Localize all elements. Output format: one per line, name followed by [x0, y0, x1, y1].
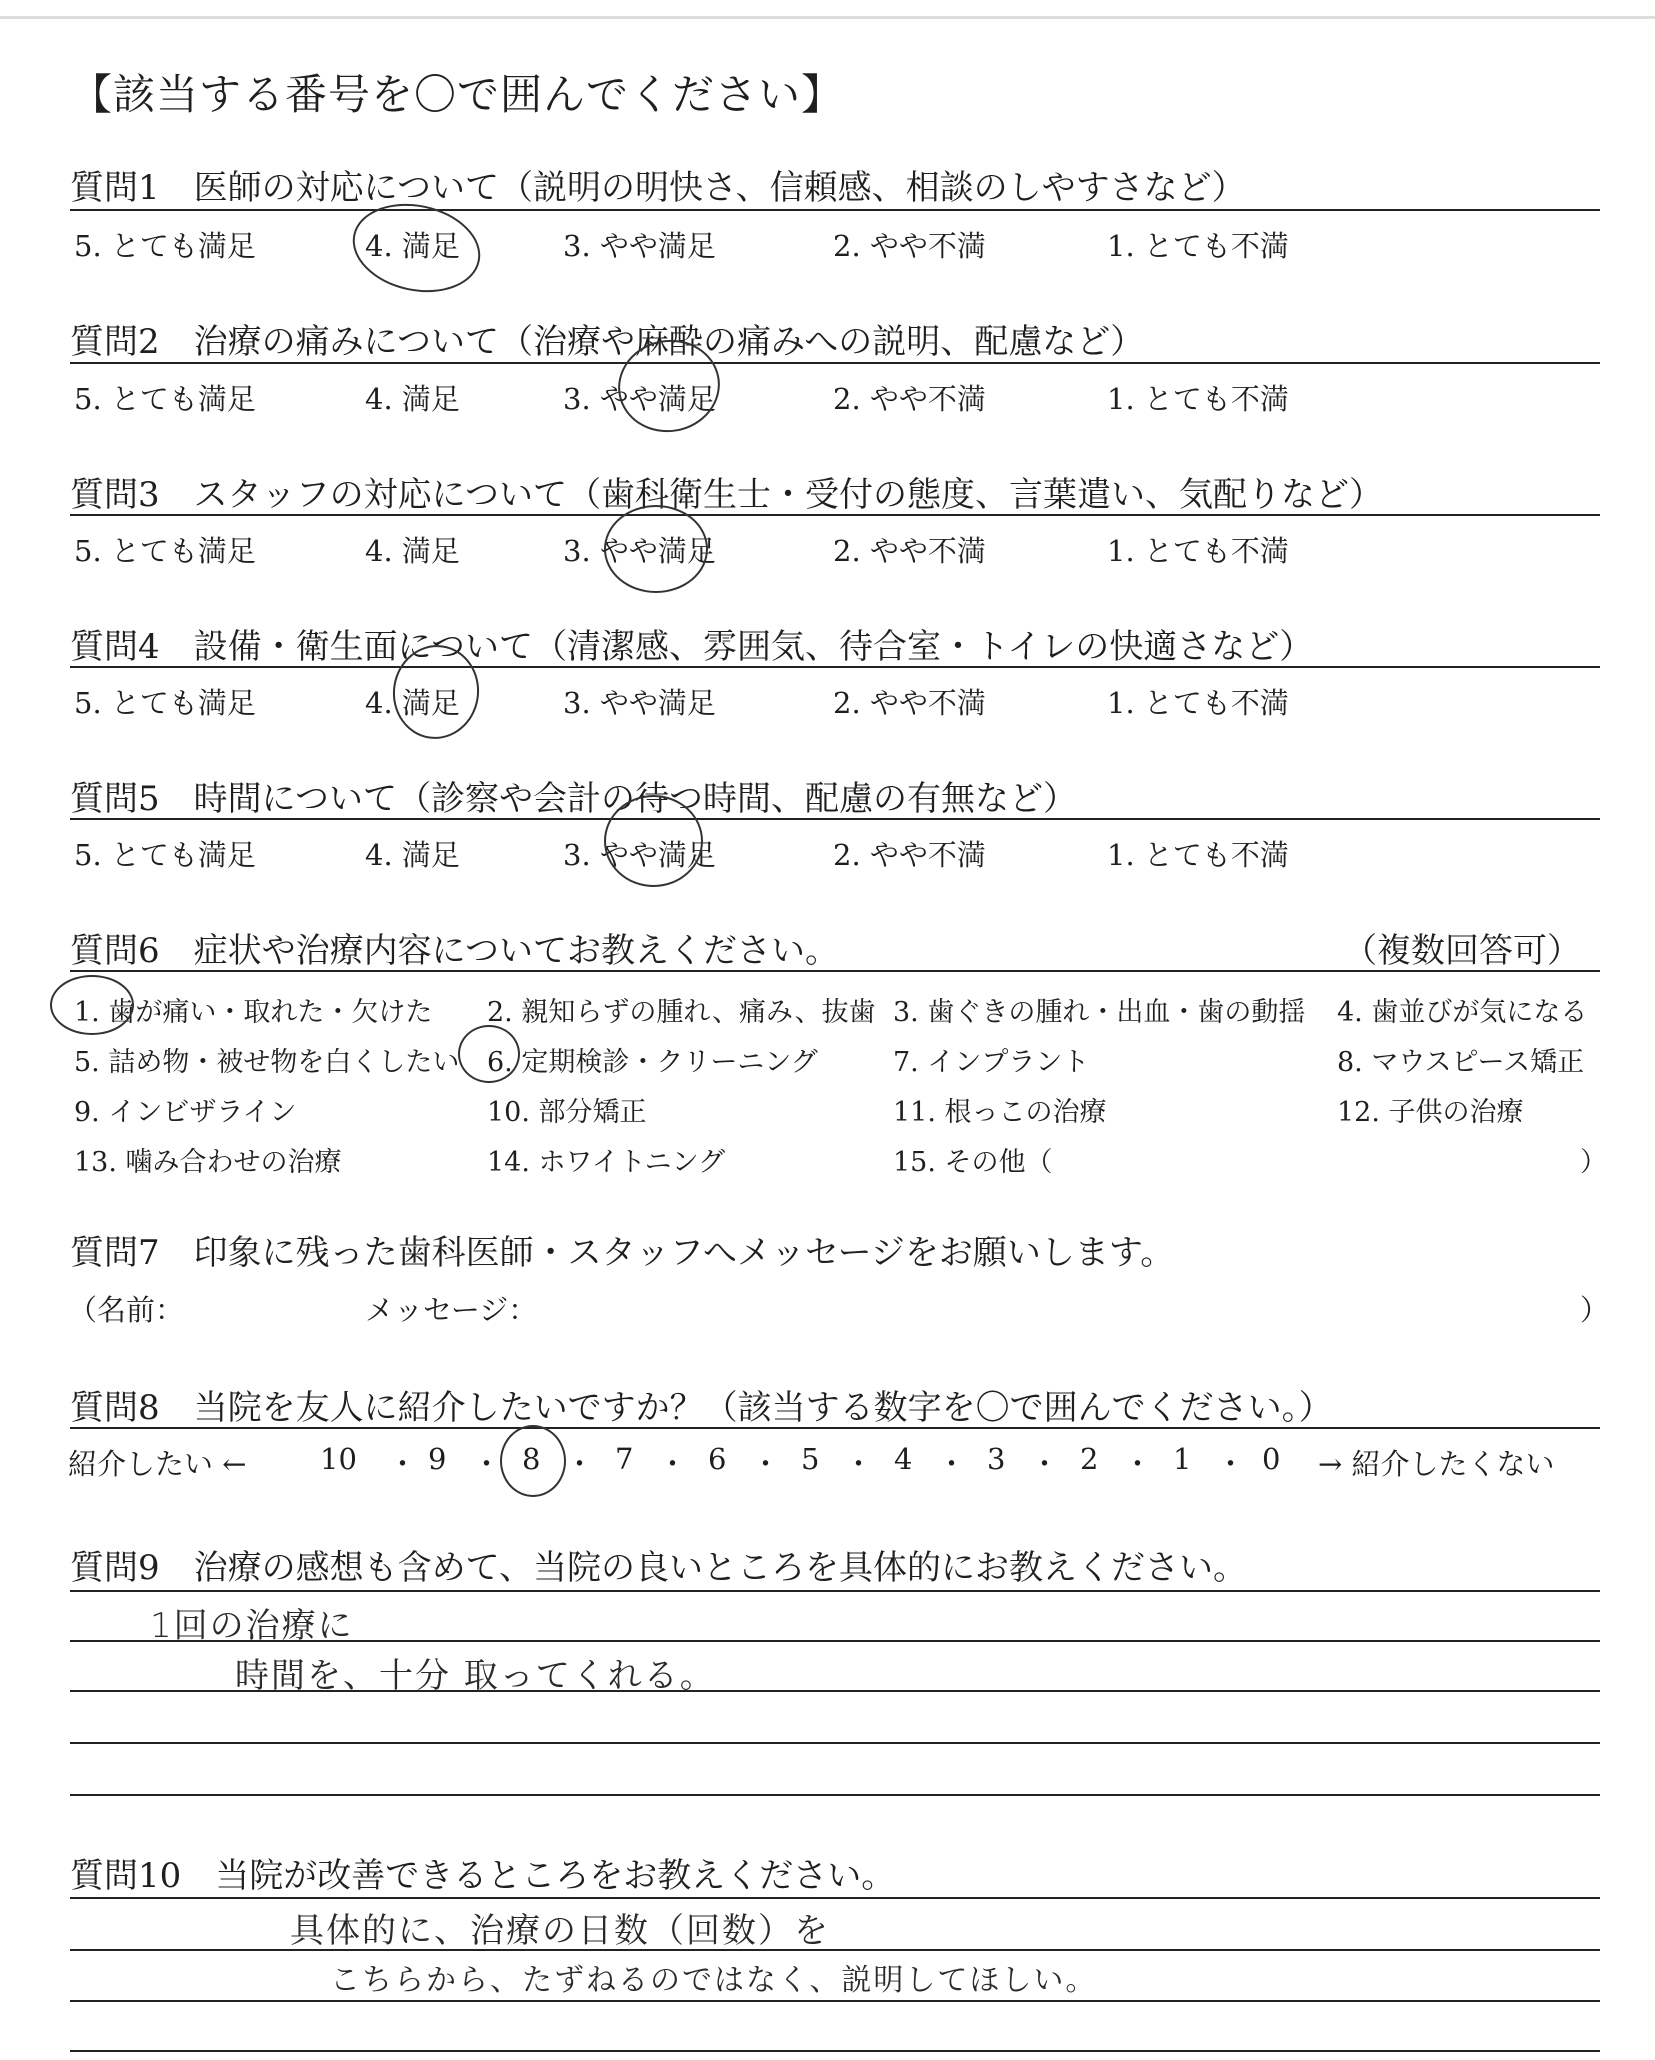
q6-option-9[interactable]: 9. インビザライン: [74, 1097, 297, 1128]
score-2[interactable]: 2: [1080, 1442, 1099, 1476]
question-8: [70, 1380, 1333, 1429]
q5-option-5[interactable]: 5. とても満足: [74, 838, 256, 872]
score-7[interactable]: 7: [615, 1442, 634, 1476]
score-1[interactable]: 1: [1173, 1442, 1192, 1476]
divider: [70, 514, 1600, 516]
q6-selection-circle-1: [50, 975, 134, 1035]
question-1: [70, 160, 1246, 209]
question-label: 質問4: [70, 627, 160, 667]
question-2: [70, 314, 1144, 363]
q6-option-13[interactable]: 13. 噛み合わせの治療: [74, 1147, 342, 1178]
q2-option-1[interactable]: 1. とても不満: [1107, 382, 1289, 416]
q4-option-5[interactable]: 5. とても満足: [74, 686, 256, 720]
q2-option-4[interactable]: 4. 満足: [365, 382, 460, 416]
score-dot: ・: [388, 1447, 418, 1481]
q3-option-4[interactable]: 4. 満足: [365, 534, 460, 568]
name-field-label: （名前：: [68, 1293, 185, 1327]
score-8[interactable]: 8: [522, 1442, 541, 1476]
q9-answer-line-2: 時間を、十分 取ってくれる。: [235, 1656, 716, 1696]
score-10[interactable]: 10: [320, 1442, 357, 1476]
q2-option-2[interactable]: 2. やや不満: [833, 382, 986, 416]
q6-option-10[interactable]: 10. 部分矯正: [487, 1097, 647, 1128]
page-title: 【該当する番号を〇で囲んでください】: [70, 70, 845, 119]
question-4: [70, 619, 1313, 668]
question-text: 症状や治療内容についてお教えください。: [193, 931, 839, 971]
q5-option-4[interactable]: 4. 満足: [365, 838, 460, 872]
question-label: 質問5: [70, 779, 160, 819]
multiple-answer-note: （複数回答可）: [1343, 931, 1581, 971]
q3-option-3[interactable]: 3. やや満足: [563, 534, 716, 568]
question-label: 質問6: [70, 931, 160, 971]
message-close-paren: ）: [1580, 1293, 1610, 1327]
question-3: [70, 467, 1383, 516]
question-10: [70, 1848, 895, 1897]
question-text: 時間について（診察や会計の待つ時間、配慮の有無など）: [193, 779, 1077, 819]
recommend-right-label: → 紹介したくない: [1318, 1447, 1555, 1481]
score-dot: ・: [751, 1447, 781, 1481]
q5-selection-circle: [604, 795, 703, 887]
q10-answer-line-2: こちらから、たずねるのではなく、説明してほしい。: [330, 1963, 1098, 1998]
question-text: 当院が改善できるところをお教えください。: [215, 1856, 896, 1896]
q9-answer-line-1: 1回の治療に: [150, 1606, 354, 1646]
q5-option-1[interactable]: 1. とても不満: [1107, 838, 1289, 872]
q2-option-5[interactable]: 5. とても満足: [74, 382, 256, 416]
q6-option-7[interactable]: 7. インプラント: [893, 1047, 1090, 1078]
score-3[interactable]: 3: [987, 1442, 1006, 1476]
q6-option-14[interactable]: 14. ホワイトニング: [487, 1147, 726, 1178]
q3-option-5[interactable]: 5. とても満足: [74, 534, 256, 568]
answer-line: [70, 2050, 1600, 2052]
q1-option-5[interactable]: 5. とても満足: [74, 229, 256, 263]
q6-other-close-paren: ）: [1580, 1147, 1607, 1178]
q3-option-1[interactable]: 1. とても不満: [1107, 534, 1289, 568]
question-text: 印象に残った歯科医師・スタッフへメッセージをお願いします。: [193, 1233, 1175, 1273]
question-text: 治療の痛みについて（治療や麻酔の痛みへの説明、配慮など）: [193, 322, 1145, 362]
q6-option-11[interactable]: 11. 根っこの治療: [893, 1097, 1107, 1128]
recommend-left-label: 紹介したい ←: [68, 1447, 247, 1481]
q4-option-2[interactable]: 2. やや不満: [833, 686, 986, 720]
q6-option-12[interactable]: 12. 子供の治療: [1337, 1097, 1524, 1128]
question-label: 質問8: [70, 1388, 160, 1428]
question-label: 質問1: [70, 168, 160, 208]
score-5[interactable]: 5: [801, 1442, 820, 1476]
question-9: [70, 1540, 1247, 1589]
divider: [70, 1427, 1600, 1429]
answer-line: [70, 1794, 1600, 1796]
question-label: 質問2: [70, 322, 160, 362]
q3-selection-circle: [604, 505, 708, 593]
score-dot: ・: [1216, 1447, 1246, 1481]
question-label: 質問10: [70, 1856, 182, 1896]
score-dot: ・: [844, 1447, 874, 1481]
score-4[interactable]: 4: [894, 1442, 913, 1476]
question-label: 質問3: [70, 475, 160, 515]
divider: [70, 209, 1600, 211]
q6-option-6[interactable]: 6. 定期検診・クリーニング: [487, 1047, 818, 1078]
score-dot: ・: [658, 1447, 688, 1481]
question-text: 医師の対応について（説明の明快さ、信頼感、相談のしやすさなど）: [193, 168, 1246, 208]
divider: [70, 970, 1600, 972]
q6-selection-circle-6: [458, 1025, 520, 1083]
score-0[interactable]: 0: [1262, 1442, 1281, 1476]
q3-option-2[interactable]: 2. やや不満: [833, 534, 986, 568]
score-6[interactable]: 6: [708, 1442, 727, 1476]
q4-option-1[interactable]: 1. とても不満: [1107, 686, 1289, 720]
scan-top-edge: [0, 16, 1655, 19]
score-dot: ・: [1123, 1447, 1153, 1481]
score-dot: ・: [937, 1447, 967, 1481]
question-text: スタッフの対応について（歯科衛生士・受付の態度、言葉遣い、気配りなど）: [193, 475, 1383, 515]
divider: [70, 666, 1600, 668]
answer-line: [70, 1590, 1600, 1592]
score-dot: ・: [565, 1447, 595, 1481]
q1-option-2[interactable]: 2. やや不満: [833, 229, 986, 263]
question-text: 当院を友人に紹介したいですか？（該当する数字を〇で囲んでください。）: [193, 1388, 1333, 1428]
question-text: 設備・衛生面について（清潔感、雰囲気、待合室・トイレの快適さなど）: [193, 627, 1314, 667]
q1-option-3[interactable]: 3. やや満足: [563, 229, 716, 263]
q6-option-3[interactable]: 3. 歯ぐきの腫れ・出血・歯の動揺: [893, 997, 1306, 1028]
question-label: 質問9: [70, 1548, 160, 1588]
q4-option-4[interactable]: 4. 満足: [365, 686, 460, 720]
question-6: [70, 923, 839, 972]
answer-line: [70, 1742, 1600, 1744]
q6-option-5[interactable]: 5. 詰め物・被せ物を白くしたい: [74, 1047, 460, 1078]
score-dot: ・: [1030, 1447, 1060, 1481]
q1-option-4[interactable]: 4. 満足: [365, 229, 460, 263]
divider: [70, 362, 1600, 364]
q5-option-3[interactable]: 3. やや満足: [563, 838, 716, 872]
q5-option-2[interactable]: 2. やや不満: [833, 838, 986, 872]
answer-line: [70, 1897, 1600, 1899]
q6-option-2[interactable]: 2. 親知らずの腫れ、痛み、抜歯: [487, 997, 876, 1028]
answer-line: [70, 2000, 1600, 2002]
q10-answer-line-1: 具体的に、治療の日数（回数）を: [290, 1911, 830, 1951]
question-label: 質問7: [70, 1233, 160, 1273]
q2-option-3[interactable]: 3. やや満足: [563, 382, 716, 416]
question-7: [70, 1225, 1174, 1274]
question-text: 治療の感想も含めて、当院の良いところを具体的にお教えください。: [193, 1548, 1247, 1588]
score-dot: ・: [472, 1447, 502, 1481]
q6-option-4[interactable]: 4. 歯並びが気になる: [1337, 997, 1588, 1028]
score-9[interactable]: 9: [428, 1442, 447, 1476]
divider: [70, 818, 1600, 820]
question-5: [70, 771, 1077, 820]
q6-option-8[interactable]: 8. マウスピース矯正: [1337, 1047, 1585, 1078]
q6-option-15[interactable]: 15. その他（: [893, 1147, 1053, 1178]
q4-option-3[interactable]: 3. やや満足: [563, 686, 716, 720]
q8-selection-circle: [500, 1425, 566, 1497]
q1-option-1[interactable]: 1. とても不満: [1107, 229, 1289, 263]
q6-option-1[interactable]: 1. 歯が痛い・取れた・欠けた: [74, 997, 433, 1028]
message-field-label[interactable]: メッセージ：: [365, 1293, 538, 1327]
